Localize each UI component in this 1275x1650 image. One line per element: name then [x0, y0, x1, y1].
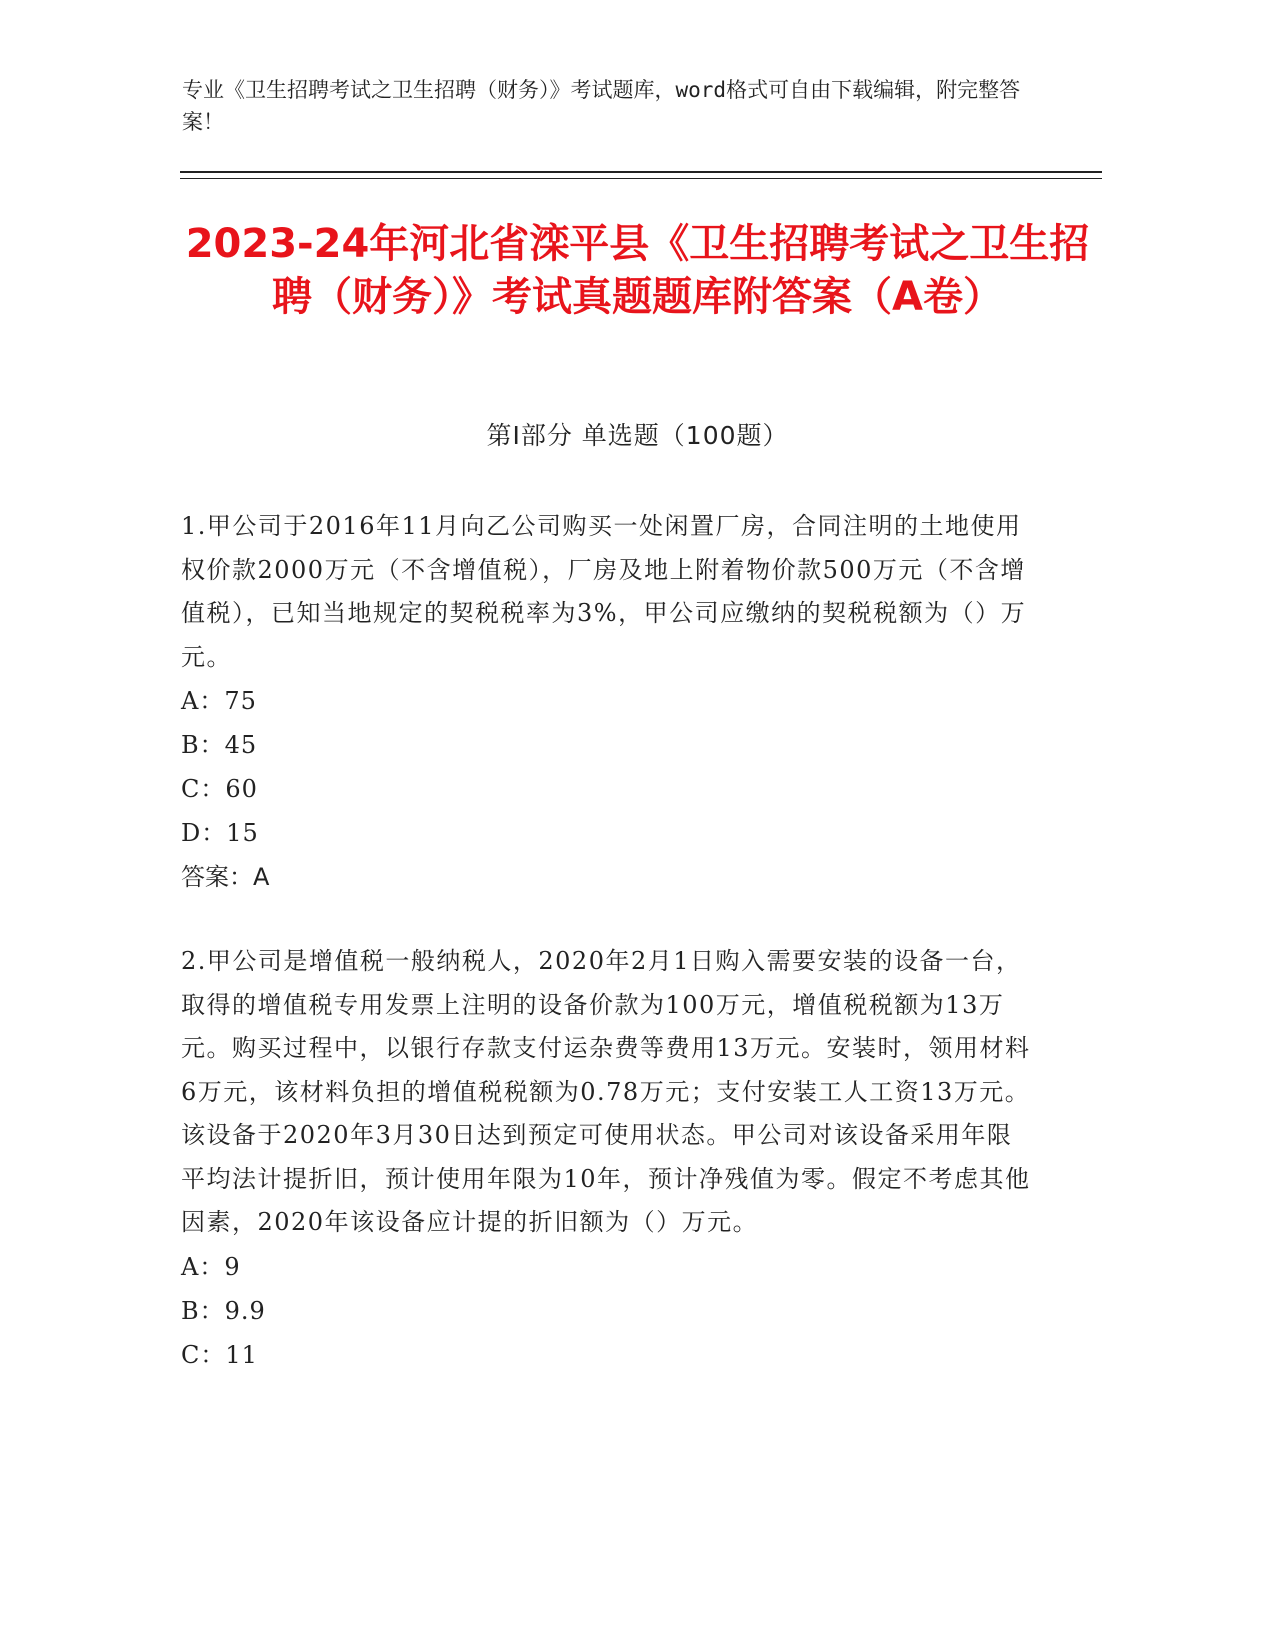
- option-a: A：9: [181, 1252, 241, 1281]
- question-stem: 1.甲公司于2016年11月向乙公司购买一处闲置厂房，合同注明的土地使用权价款2000万元（不含增值税），厂房及地上附着物价款500万元（不含增值税），已知当地规定的契税税率为3%，甲公司应缴纳的契税税额为（）万元。: [181, 512, 1027, 671]
- section-heading: 第Ⅰ部分 单选题（100题）: [486, 421, 789, 450]
- option-c: C：11: [181, 1340, 258, 1369]
- option-d: D：15: [181, 819, 259, 847]
- document-title: 2023-24年河北省滦平县《卫生招聘考试之卫生招聘（财务）》考试真题题库附答案（A卷）: [185, 221, 1090, 320]
- answer-line: 答案：A: [181, 863, 270, 891]
- question-stem: 2.甲公司是增值税一般纳税人，2020年2月1日购入需要安装的设备一台，取得的增值税专用发票上注明的设备价款为100万元，增值税税额为13万元。购买过程中，以银行存款支付运杂费等费用13万元。安装时，领用材料6万元，该材料负担的增值税税额为0.78万元；支付安装工人工资13万元。该设备于2020年3月30日达到预定可使用状态。甲公司对该设备采用年限平均法计提折旧，预计使用年限为10年，预计净残值为零。假定不考虑其他因素，2020年该设备应计提的折旧额为（）万元。: [181, 947, 1031, 1236]
- option-b: B：9.9: [181, 1296, 266, 1325]
- option-c: C：60: [181, 775, 258, 803]
- question-2: [181, 940, 1031, 1377]
- header-note: 专业《卫生招聘考试之卫生招聘（财务）》考试题库，word格式可自由下载编辑，附完整答案！: [182, 78, 1021, 134]
- header-divider-thin: [180, 178, 1102, 179]
- question-1: [181, 505, 1031, 899]
- header-divider-thick: [180, 171, 1102, 173]
- option-a: A：75: [181, 687, 257, 715]
- option-b: B：45: [181, 731, 258, 759]
